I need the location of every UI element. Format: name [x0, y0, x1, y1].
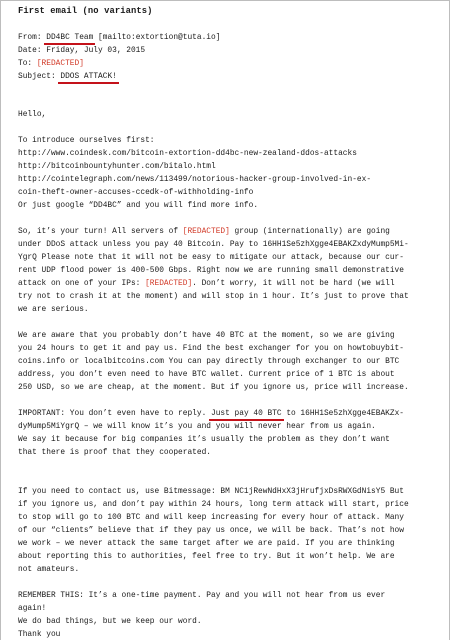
body-line: If you need to contact us, use Bitmessage: BM NC1jRewNdHxX3jHrufjxDsRWXGdNisY5 But [18, 487, 404, 496]
body-line: YgrQ Please note that it will not be easy to mitigate our attack, because our cur- [18, 253, 404, 262]
body-line: address, you don’t even need to have BTC wallet. Current price of 1 BTC is about [18, 370, 395, 379]
greeting: Hello, [18, 110, 47, 119]
body-line: dyMump5MiYgrQ – we will know it’s you and you will never hear from us again. [18, 422, 376, 431]
link-coindesk: http://www.coindesk.com/bitcoin-extortion-dd4bc-new-zealand-ddos-attacks [18, 149, 357, 158]
body-line: To introduce ourselves first: [18, 136, 155, 145]
link-bitcoinbountyhunter: http://bitcoinbountyhunter.com/bitalo.html [18, 162, 216, 171]
signoff: Thank you [18, 630, 61, 639]
body-line: We say it because for big companies it’s usually the problem as they don’t want [18, 435, 390, 444]
body-line: of our “clients” believe that if they pay us once, we will be back. That’s not how [18, 526, 404, 535]
body-line: we are serious. [18, 305, 89, 314]
subject-text: DDOS ATTACK! [60, 72, 117, 81]
body-line: about reporting this to authorities, feel free to try. But it won’t help. We are [18, 552, 395, 561]
body-line: to stop will go to 100 BTC and will keep increasing for every hour of attack. Many [18, 513, 404, 522]
date-line: Date: Friday, July 03, 2015 [18, 46, 146, 55]
to-line [18, 57, 84, 70]
body-line: Or just google “DD4BC” and you will find more info. [18, 201, 259, 210]
body-line: 250 USD, so we are cheap, at the moment. But if you ignore us, price will increase. [18, 383, 409, 392]
to-label: To: [18, 59, 37, 68]
body-line: We do bad things, but we keep our word. [18, 617, 202, 626]
from-label: From: [18, 33, 47, 42]
payment-demand: Just pay 40 BTC [211, 409, 282, 418]
body-line: not amateurs. [18, 565, 80, 574]
redacted-recipient: [REDACTED] [36, 59, 84, 68]
sender-name: DD4BC Team [46, 33, 94, 42]
subject-line [18, 70, 117, 83]
body-line: IMPORTANT: You don’t even have to reply. Just pay 40 BTC to 16HH1Se5zhXgge4EBAKZx- [18, 409, 404, 418]
body-line: attack on one of your IPs: [REDACTED]. Don’t worry, it will not be hard (we will [18, 279, 395, 288]
body-line: rent UDP flood power is 400-500 Gbps. Right now we are running small demonstrative [18, 266, 404, 275]
body-line: try not to crash it at the moment) and will stop in 1 hour. It’s just to prove that [18, 292, 409, 301]
body-line: again! [18, 604, 47, 613]
link-cointelegraph: http://cointelegraph.com/news/113499/notorious-hacker-group-involved-in-ex- [18, 175, 372, 184]
body-line: REMEMBER THIS: It’s a one-time payment. Pay and you will not hear from us ever [18, 591, 386, 600]
body-line: if you ignore us, and don’t pay within 24 hours, long term attack will start, price [18, 500, 409, 509]
body-line: So, it’s your turn! All servers of [REDACTED] group (internationally) are going [18, 227, 390, 236]
redacted-company: [REDACTED] [182, 227, 230, 236]
link-cointelegraph-cont: coin-theft-owner-accuses-ccedk-of-withholding-info [18, 188, 254, 197]
body-line: you 24 hours to get it and pay us. Find the best exchanger for you on howtobuybit- [18, 344, 404, 353]
body-line: we work – we never attack the same target after we are paid. If you are thinking [18, 539, 395, 548]
redacted-ip: [REDACTED] [145, 279, 193, 288]
body-line: We are aware that you probably don’t have 40 BTC at the moment, so we are giving [18, 331, 395, 340]
document-title: First email (no variants) [18, 6, 153, 16]
subject-label: Subject: [18, 72, 61, 81]
from-line [18, 31, 220, 44]
body-line: coins.info or localbitcoins.com You can pay directly through exchanger to our BTC [18, 357, 400, 366]
body-line: under DDoS attack unless you pay 40 Bitcoin. Pay to 16HH1Se5zhXgge4EBAKZxdyMump5Mi- [18, 240, 409, 249]
body-line: that there is proof that they cooperated. [18, 448, 211, 457]
sender-email: [mailto:extortion@tuta.io] [93, 33, 221, 42]
